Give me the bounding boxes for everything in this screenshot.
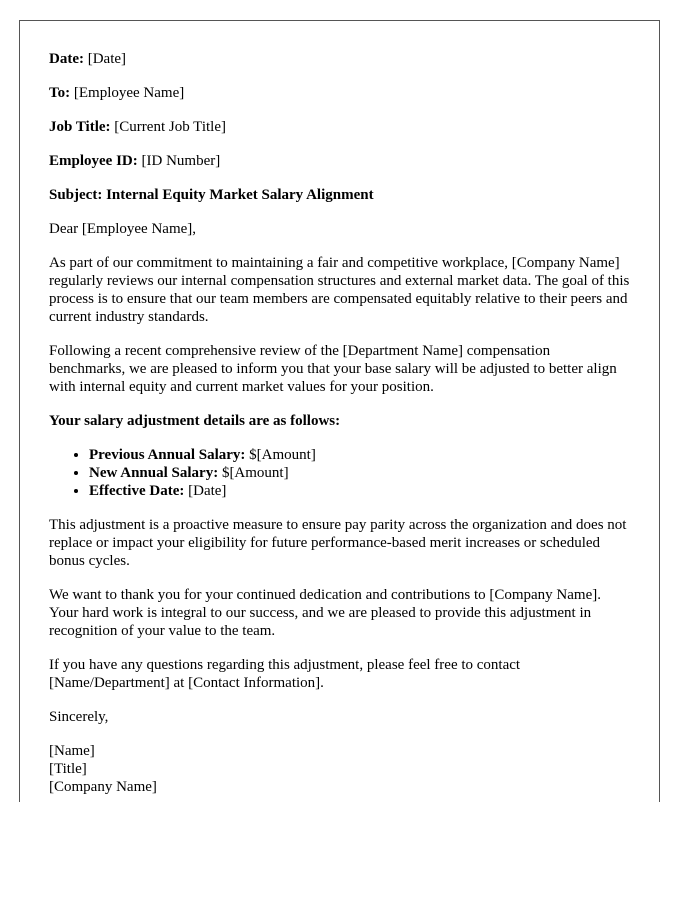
signer-name: [Name] (49, 743, 95, 759)
sign-off: Sincerely, (49, 709, 109, 725)
signer-company: [Company Name] (49, 779, 157, 795)
detail-value: [Date] (184, 483, 227, 499)
detail-value: $[Amount] (218, 465, 289, 481)
detail-new-salary (89, 464, 630, 482)
salary-details-list (49, 446, 630, 500)
paragraph-parity: This adjustment is a proactive measure to ensure pay parity across the organization and does not replace or impact your eligibility for future performance-based merit increases or scheduled bonus cycles. (49, 517, 627, 569)
detail-previous-salary (89, 446, 630, 464)
subject-line: Subject: Internal Equity Market Salary Alignment (49, 187, 374, 203)
job-title-line (49, 118, 630, 136)
signature-block (49, 742, 630, 796)
detail-value: $[Amount] (245, 447, 316, 463)
detail-effective-date (89, 482, 630, 500)
date-line (49, 50, 630, 68)
job-title-value: [Current Job Title] (110, 119, 226, 135)
employee-id-label: Employee ID: (49, 153, 138, 169)
paragraph-thanks: We want to thank you for your continued dedication and contributions to [Company Name]. Your hard work is integral to our success, and we are pleased to provide this adjustment in recognition of your value to the team. (49, 587, 601, 639)
employee-id-line (49, 152, 630, 170)
date-label: Date: (49, 51, 84, 67)
signer-title: [Title] (49, 761, 87, 777)
salutation: Dear [Employee Name], (49, 221, 197, 237)
detail-label: Effective Date: (89, 483, 185, 499)
letter-document (19, 20, 660, 802)
paragraph-contact: If you have any questions regarding this adjustment, please feel free to contact [Name/Department] at [Contact Information]. (49, 657, 521, 691)
employee-id-value: [ID Number] (137, 153, 221, 169)
job-title-label: Job Title: (49, 119, 111, 135)
to-label: To: (49, 85, 71, 101)
paragraph-intro: As part of our commitment to maintaining a fair and competitive workplace, [Company Name] regularly reviews our internal compensation structures and external market data. The goal of this process is to ensure that our team members are compensated equitably relative to their peers and current industry standards. (49, 255, 630, 325)
to-line (49, 84, 630, 102)
paragraph-review: Following a recent comprehensive review of the [Department Name] compensation benchmarks, we are pleased to inform you that your base salary will be adjusted to better align with internal equity and current market values for your position. (49, 343, 617, 395)
to-value: [Employee Name] (70, 85, 185, 101)
date-value: [Date] (83, 51, 127, 67)
details-heading: Your salary adjustment details are as follows: (49, 413, 341, 429)
detail-label: Previous Annual Salary: (89, 447, 246, 463)
detail-label: New Annual Salary: (89, 465, 219, 481)
